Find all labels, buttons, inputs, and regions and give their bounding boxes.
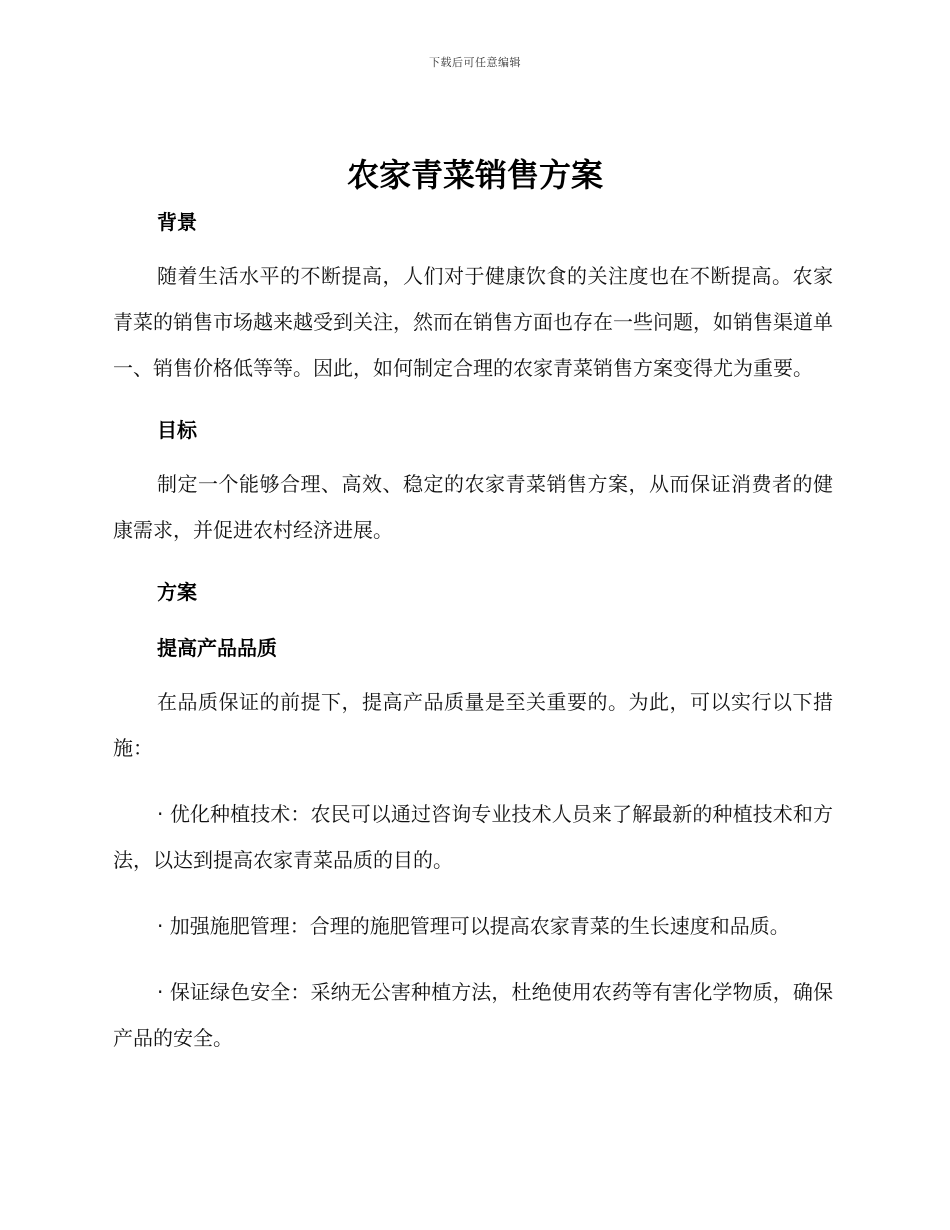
section-heading-background: 背景 xyxy=(157,210,197,234)
bullet-item: · 保证绿色安全：采纳无公害种植方法，杜绝使用农药等有害化学物质，确保产品的安全。 xyxy=(113,980,833,1050)
paragraph-background: 随着生活水平的不断提高，人们对于健康饮食的关注度也在不断提高。农家青菜的销售市场越来越受到关注，然而在销售方面也存在一些问题，如销售渠道单一、销售价格低等等。因此，如何制定合理的农家青菜销售方案变得尤为重要。 xyxy=(113,264,833,380)
bullet-item: · 加强施肥管理：合理的施肥管理可以提高农家青菜的生长速度和品质。 xyxy=(157,914,790,938)
section-heading-goal: 目标 xyxy=(157,418,197,442)
document-body xyxy=(113,205,833,1061)
subsection-heading-quality: 提高产品品质 xyxy=(157,636,277,660)
section-heading-plan: 方案 xyxy=(157,580,197,604)
page-header-note: 下载后可任意编辑 xyxy=(429,56,521,69)
paragraph-goal: 制定一个能够合理、高效、稳定的农家青菜销售方案，从而保证消费者的健康需求，并促进农村经济进展。 xyxy=(113,472,833,542)
bullet-item: · 优化种植技术：农民可以通过咨询专业技术人员来了解最新的种植技术和方法，以达到提高农家青菜品质的目的。 xyxy=(113,802,833,872)
document-title: 农家青菜销售方案 xyxy=(346,156,603,194)
paragraph-quality-intro: 在品质保证的前提下，提高产品质量是至关重要的。为此，可以实行以下措施： xyxy=(113,690,833,760)
